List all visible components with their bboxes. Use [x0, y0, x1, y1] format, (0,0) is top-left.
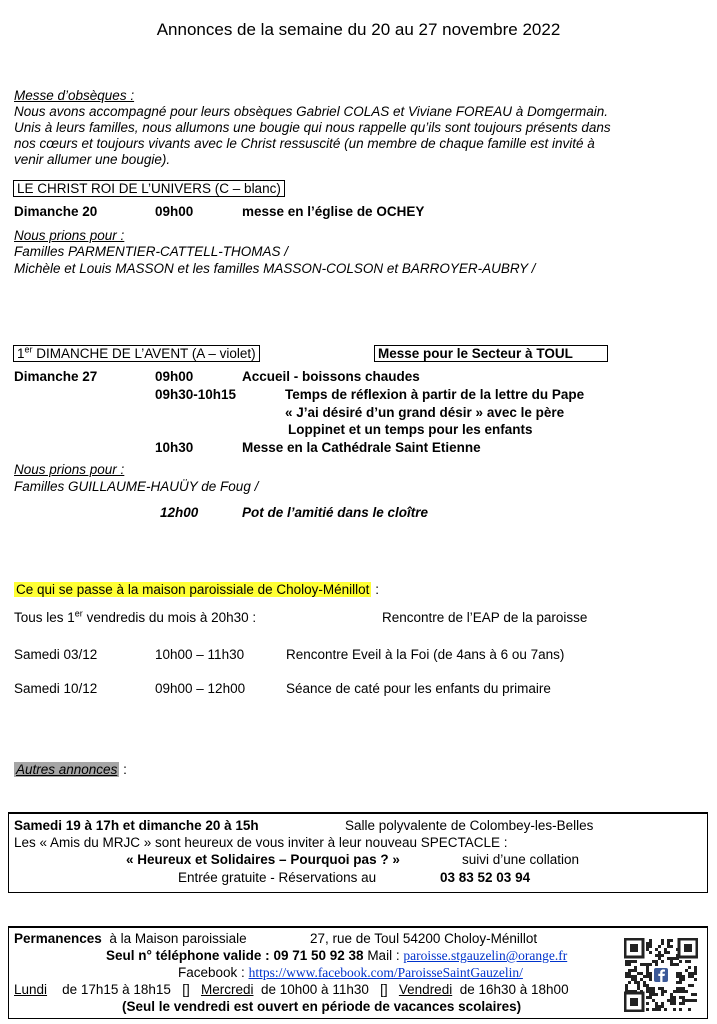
spectacle-entree: Entrée gratuite - Réservations au: [178, 870, 377, 885]
spectacle-phone: 03 83 52 03 94: [440, 870, 531, 885]
avent-event-1: Accueil - boissons chaudes: [242, 369, 420, 384]
avent-time-3: 10h30: [155, 440, 194, 455]
secteur-badge: Messe pour le Secteur à TOUL: [374, 345, 608, 362]
avent-event-2-line: Temps de réflexion à partir de la lettre du Pape: [285, 387, 585, 402]
permanences-hours: Lundi de 17h15 à 18h15 [] Mercredi de 10h00 à 11h30 [] Vendredi de 16h30 à 18h00: [14, 982, 569, 997]
maison-row-3-event: Séance de caté pour les enfants du primaire: [286, 681, 551, 696]
permanences-note: (Seul le vendredi est ouvert en période de vacances scolaires): [122, 999, 522, 1014]
permanences-facebook: Facebook : https://www.facebook.com/ParoisseSaintGauzelin/: [178, 965, 523, 980]
facebook-qr-icon: [624, 938, 698, 1012]
page-title: Annonces de la semaine du 20 au 27 novembre 2022: [156, 20, 561, 39]
avent-prions-heading: Nous prions pour :: [14, 462, 125, 477]
facebook-link[interactable]: https://www.facebook.com/ParoisseSaintGauzelin/: [248, 965, 523, 980]
feast-christ-roi: LE CHRIST ROI DE L’UNIVERS (C – blanc): [13, 180, 285, 197]
maison-row-3-time: 09h00 – 12h00: [155, 681, 246, 696]
christ-roi-prions-heading: Nous prions pour :: [14, 228, 125, 243]
spectacle-dates: Samedi 19 à 17h et dimanche 20 à 15h: [14, 818, 259, 833]
maison-row-1-event: Rencontre de l’EAP de la paroisse: [382, 610, 588, 625]
christ-roi-prions-line: Familles PARMENTIER-CATTELL-THOMAS /: [14, 244, 289, 259]
maison-row-1-label: Tous les 1er vendredis du mois à 20h30 :: [14, 608, 257, 625]
permanences-line-1: Permanences à la Maison paroissiale: [14, 931, 247, 946]
mail-link[interactable]: paroisse.stgauzelin@orange.fr: [403, 948, 568, 963]
avent-prions-line: Familles GUILLAUME-HAUÜY de Foug /: [14, 479, 259, 494]
avent-event-2-line: « J’ai désiré d’un grand désir » avec le père: [285, 405, 565, 420]
obseques-line: nos cœurs et toujours vivants avec le Christ ressuscité (un membre de chaque famille est invité à: [14, 136, 595, 151]
permanences-adresse: 27, rue de Toul 54200 Choloy-Ménillot: [310, 931, 538, 946]
avent-event-3: Messe en la Cathédrale Saint Etienne: [242, 440, 481, 455]
maison-row-2-time: 10h00 – 11h30: [155, 647, 245, 662]
christ-roi-day: Dimanche 20: [14, 204, 98, 219]
avent-day: Dimanche 27: [14, 369, 98, 384]
feast-avent: 1er DIMANCHE DE L’AVENT (A – violet): [13, 345, 260, 362]
christ-roi-time: 09h00: [155, 204, 194, 219]
autres-heading: Autres annonces :: [16, 762, 127, 777]
maison-row-3-date: Samedi 10/12: [14, 681, 98, 696]
obseques-line: Nous avons accompagné pour leurs obsèques Gabriel COLAS et Viviane FOREAU à Domgermain.: [14, 104, 609, 119]
spectacle-lieu: Salle polyvalente de Colombey-les-Belles: [345, 818, 594, 833]
maison-row-2-date: Samedi 03/12: [14, 647, 98, 662]
obseques-line: Unis à leurs familles, nous allumons une bougie qui nous rappelle qu’ils sont toujours présents dans: [14, 120, 611, 135]
maison-row-2-event: Rencontre Eveil à la Foi (de 4ans à 6 ou 7ans): [286, 647, 565, 662]
avent-time-2: 09h30-10h15: [155, 387, 237, 402]
avent-event-2-line: Loppinet et un temps pour les enfants: [288, 422, 533, 437]
maison-heading: Ce qui se passe à la maison paroissiale de Choloy-Ménillot :: [16, 582, 379, 597]
avent-event-4: Pot de l’amitié dans le cloître: [242, 505, 429, 520]
christ-roi-prions-line: Michèle et Louis MASSON et les familles MASSON-COLSON et BARROYER-AUBRY /: [14, 261, 536, 276]
spectacle-titre: « Heureux et Solidaires – Pourquoi pas ? »: [126, 852, 400, 867]
spectacle-invite: Les « Amis du MRJC » sont heureux de vous inviter à leur nouveau SPECTACLE :: [14, 835, 508, 850]
permanences-contact: Seul n° téléphone valide : 09 71 50 92 38 Mail : paroisse.stgauzelin@orange.fr: [106, 948, 568, 963]
avent-time-4: 12h00: [160, 505, 199, 520]
obseques-line: venir allumer une bougie).: [14, 152, 171, 167]
christ-roi-mass: messe en l’église de OCHEY: [242, 204, 425, 219]
spectacle-suivi: suivi d’une collation: [462, 852, 580, 867]
avent-time-1: 09h00: [155, 369, 194, 384]
obseques-heading: Messe d’obsèques :: [14, 88, 135, 103]
